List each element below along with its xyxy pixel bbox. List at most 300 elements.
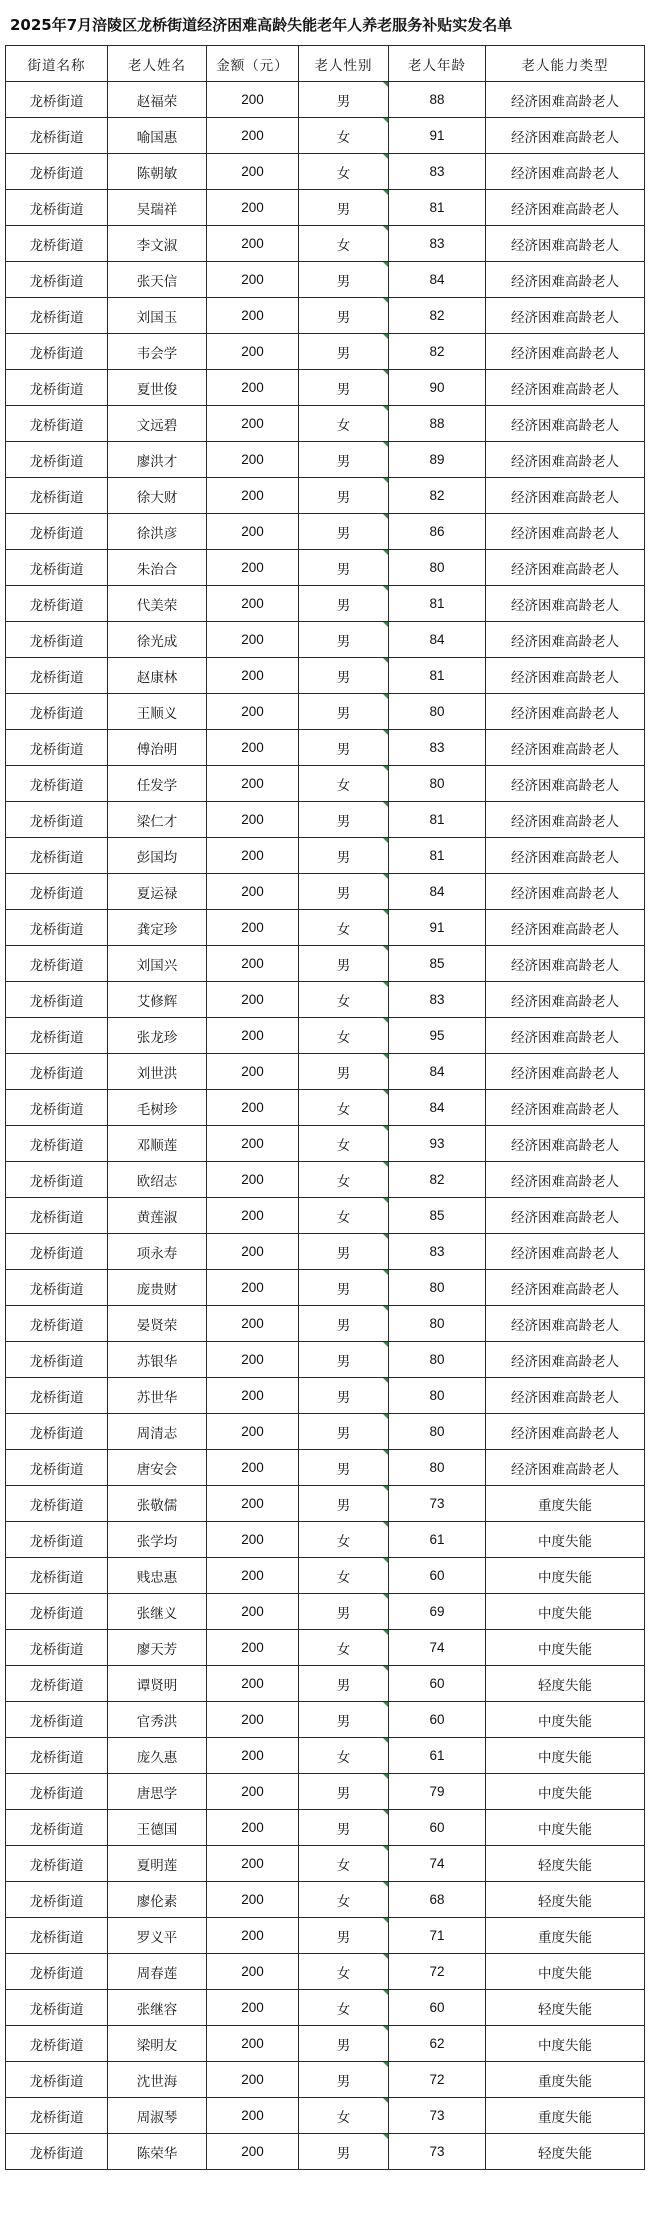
cell-name: 梁仁才 [108,802,207,838]
cell-ability-type: 中度失能 [486,1774,645,1810]
cell-age: 81 [389,838,486,874]
cell-gender: 女 [299,1846,389,1882]
cell-amount: 200 [207,982,299,1018]
cell-ability-type: 经济困难高龄老人 [486,154,645,190]
cell-name: 周春莲 [108,1954,207,1990]
cell-street: 龙桥街道 [6,838,108,874]
cell-age: 74 [389,1630,486,1666]
cell-ability-type: 经济困难高龄老人 [486,1198,645,1234]
table-row [6,262,645,298]
header-gender: 老人性别 [299,46,389,82]
cell-ability-type: 经济困难高龄老人 [486,118,645,154]
cell-gender: 男 [299,730,389,766]
cell-amount: 200 [207,1270,299,1306]
table-row [6,622,645,658]
cell-gender: 男 [299,694,389,730]
cell-amount: 200 [207,1054,299,1090]
table-row [6,1522,645,1558]
cell-name: 庞久惠 [108,1738,207,1774]
cell-age: 72 [389,1954,486,1990]
cell-gender: 男 [299,478,389,514]
cell-ability-type: 经济困难高龄老人 [486,1450,645,1486]
cell-age: 71 [389,1918,486,1954]
table-row [6,2062,645,2098]
cell-amount: 200 [207,1810,299,1846]
cell-amount: 200 [207,1342,299,1378]
cell-age: 80 [389,1306,486,1342]
table-row [6,1054,645,1090]
cell-amount: 200 [207,190,299,226]
cell-gender: 女 [299,1630,389,1666]
table-row [6,334,645,370]
table-row [6,1162,645,1198]
cell-amount: 200 [207,1666,299,1702]
cell-name: 代美荣 [108,586,207,622]
cell-age: 61 [389,1738,486,1774]
cell-gender: 男 [299,622,389,658]
cell-name: 罗义平 [108,1918,207,1954]
cell-street: 龙桥街道 [6,1126,108,1162]
cell-street: 龙桥街道 [6,1846,108,1882]
cell-name: 傅治明 [108,730,207,766]
cell-ability-type: 经济困难高龄老人 [486,550,645,586]
cell-ability-type: 经济困难高龄老人 [486,406,645,442]
cell-street: 龙桥街道 [6,298,108,334]
table-row [6,802,645,838]
cell-amount: 200 [207,1090,299,1126]
table-row [6,1450,645,1486]
cell-ability-type: 经济困难高龄老人 [486,946,645,982]
cell-street: 龙桥街道 [6,1306,108,1342]
cell-name: 贱忠惠 [108,1558,207,1594]
cell-ability-type: 经济困难高龄老人 [486,586,645,622]
cell-name: 庞贵财 [108,1270,207,1306]
table-row [6,1414,645,1450]
cell-ability-type: 中度失能 [486,1630,645,1666]
cell-street: 龙桥街道 [6,1882,108,1918]
table-row [6,1918,645,1954]
cell-amount: 200 [207,370,299,406]
table-row [6,1630,645,1666]
cell-age: 83 [389,730,486,766]
cell-name: 徐光成 [108,622,207,658]
cell-gender: 女 [299,1990,389,2026]
cell-amount: 200 [207,1738,299,1774]
cell-name: 赵福荣 [108,82,207,118]
cell-name: 刘世洪 [108,1054,207,1090]
cell-ability-type: 经济困难高龄老人 [486,658,645,694]
cell-ability-type: 中度失能 [486,1702,645,1738]
cell-street: 龙桥街道 [6,118,108,154]
cell-age: 81 [389,586,486,622]
cell-age: 84 [389,1054,486,1090]
cell-name: 梁明友 [108,2026,207,2062]
cell-gender: 男 [299,586,389,622]
cell-gender: 男 [299,946,389,982]
cell-age: 83 [389,982,486,1018]
cell-gender: 男 [299,1810,389,1846]
table-row [6,226,645,262]
cell-street: 龙桥街道 [6,442,108,478]
cell-amount: 200 [207,2026,299,2062]
cell-age: 85 [389,1198,486,1234]
cell-gender: 男 [299,1774,389,1810]
cell-street: 龙桥街道 [6,2134,108,2170]
cell-amount: 200 [207,1918,299,1954]
cell-amount: 200 [207,1702,299,1738]
cell-street: 龙桥街道 [6,1378,108,1414]
cell-street: 龙桥街道 [6,370,108,406]
cell-ability-type: 经济困难高龄老人 [486,622,645,658]
table-row [6,1702,645,1738]
cell-gender: 女 [299,154,389,190]
cell-amount: 200 [207,334,299,370]
cell-age: 60 [389,1990,486,2026]
page-title: 2025年7月涪陵区龙桥街道经济困难高龄失能老年人养老服务补贴实发名单 [10,16,513,34]
cell-street: 龙桥街道 [6,1342,108,1378]
cell-gender: 男 [299,550,389,586]
cell-age: 80 [389,1342,486,1378]
cell-ability-type: 经济困难高龄老人 [486,730,645,766]
cell-street: 龙桥街道 [6,586,108,622]
cell-name: 张继容 [108,1990,207,2026]
cell-ability-type: 重度失能 [486,1918,645,1954]
cell-age: 82 [389,334,486,370]
cell-amount: 200 [207,1018,299,1054]
cell-age: 74 [389,1846,486,1882]
cell-name: 廖洪才 [108,442,207,478]
cell-amount: 200 [207,586,299,622]
table-row [6,1990,645,2026]
cell-amount: 200 [207,2098,299,2134]
table-row [6,1954,645,1990]
cell-gender: 女 [299,1198,389,1234]
cell-street: 龙桥街道 [6,1738,108,1774]
cell-name: 徐大财 [108,478,207,514]
cell-ability-type: 中度失能 [486,1558,645,1594]
cell-ability-type: 经济困难高龄老人 [486,298,645,334]
cell-amount: 200 [207,1630,299,1666]
cell-gender: 男 [299,1234,389,1270]
table-row [6,586,645,622]
table-row [6,982,645,1018]
cell-gender: 女 [299,1126,389,1162]
cell-name: 朱治合 [108,550,207,586]
cell-street: 龙桥街道 [6,1234,108,1270]
cell-age: 73 [389,2098,486,2134]
cell-name: 张学均 [108,1522,207,1558]
cell-street: 龙桥街道 [6,1702,108,1738]
cell-name: 赵康林 [108,658,207,694]
cell-name: 张敬儒 [108,1486,207,1522]
table-row [6,370,645,406]
cell-street: 龙桥街道 [6,1414,108,1450]
cell-gender: 男 [299,1054,389,1090]
cell-name: 项永寿 [108,1234,207,1270]
cell-street: 龙桥街道 [6,1774,108,1810]
cell-age: 60 [389,1702,486,1738]
cell-age: 82 [389,1162,486,1198]
cell-ability-type: 轻度失能 [486,2134,645,2170]
cell-name: 任发学 [108,766,207,802]
table-row [6,1558,645,1594]
cell-street: 龙桥街道 [6,910,108,946]
table-row [6,658,645,694]
cell-name: 廖天芳 [108,1630,207,1666]
cell-amount: 200 [207,442,299,478]
cell-amount: 200 [207,1882,299,1918]
cell-gender: 女 [299,1090,389,1126]
cell-street: 龙桥街道 [6,1990,108,2026]
header-age: 老人年龄 [389,46,486,82]
cell-amount: 200 [207,550,299,586]
cell-name: 谭贤明 [108,1666,207,1702]
cell-name: 张继义 [108,1594,207,1630]
cell-amount: 200 [207,838,299,874]
cell-name: 苏银华 [108,1342,207,1378]
cell-age: 82 [389,478,486,514]
cell-gender: 男 [299,1306,389,1342]
cell-ability-type: 轻度失能 [486,1846,645,1882]
table-row [6,190,645,226]
cell-name: 周清志 [108,1414,207,1450]
cell-street: 龙桥街道 [6,1054,108,1090]
cell-name: 张龙珍 [108,1018,207,1054]
cell-ability-type: 重度失能 [486,2062,645,2098]
table-row [6,1018,645,1054]
cell-amount: 200 [207,1198,299,1234]
cell-age: 80 [389,550,486,586]
cell-name: 文远碧 [108,406,207,442]
cell-age: 79 [389,1774,486,1810]
cell-street: 龙桥街道 [6,1810,108,1846]
cell-name: 廖伦素 [108,1882,207,1918]
cell-gender: 男 [299,2062,389,2098]
cell-age: 91 [389,910,486,946]
cell-street: 龙桥街道 [6,694,108,730]
cell-street: 龙桥街道 [6,1486,108,1522]
cell-name: 刘国兴 [108,946,207,982]
cell-name: 沈世海 [108,2062,207,2098]
cell-amount: 200 [207,118,299,154]
cell-name: 黄莲淑 [108,1198,207,1234]
table-row [6,838,645,874]
cell-amount: 200 [207,262,299,298]
cell-name: 唐思学 [108,1774,207,1810]
cell-name: 夏世俊 [108,370,207,406]
cell-gender: 女 [299,766,389,802]
cell-gender: 女 [299,1954,389,1990]
cell-ability-type: 轻度失能 [486,1666,645,1702]
cell-age: 73 [389,2134,486,2170]
cell-amount: 200 [207,298,299,334]
cell-street: 龙桥街道 [6,226,108,262]
cell-amount: 200 [207,1774,299,1810]
cell-gender: 男 [299,802,389,838]
cell-amount: 200 [207,730,299,766]
table-row [6,694,645,730]
cell-ability-type: 重度失能 [486,1486,645,1522]
cell-gender: 男 [299,1918,389,1954]
cell-gender: 女 [299,406,389,442]
cell-name: 龚定珍 [108,910,207,946]
cell-gender: 女 [299,1018,389,1054]
cell-age: 69 [389,1594,486,1630]
cell-ability-type: 经济困难高龄老人 [486,226,645,262]
cell-age: 82 [389,298,486,334]
cell-gender: 男 [299,658,389,694]
cell-gender: 女 [299,2098,389,2134]
cell-ability-type: 轻度失能 [486,1990,645,2026]
header-street: 街道名称 [6,46,108,82]
cell-amount: 200 [207,514,299,550]
table-row [6,1378,645,1414]
table-row [6,1126,645,1162]
cell-name: 艾修辉 [108,982,207,1018]
cell-age: 60 [389,1810,486,1846]
cell-name: 张天信 [108,262,207,298]
cell-street: 龙桥街道 [6,1630,108,1666]
table-row [6,118,645,154]
cell-amount: 200 [207,1414,299,1450]
table-row [6,298,645,334]
cell-gender: 男 [299,1594,389,1630]
cell-amount: 200 [207,1162,299,1198]
cell-gender: 女 [299,982,389,1018]
cell-ability-type: 经济困难高龄老人 [486,1126,645,1162]
cell-amount: 200 [207,1378,299,1414]
table-row [6,874,645,910]
cell-ability-type: 经济困难高龄老人 [486,82,645,118]
cell-ability-type: 中度失能 [486,1954,645,1990]
table-row [6,1846,645,1882]
cell-name: 陈朝敏 [108,154,207,190]
header-name: 老人姓名 [108,46,207,82]
cell-gender: 男 [299,190,389,226]
cell-name: 彭国均 [108,838,207,874]
cell-age: 61 [389,1522,486,1558]
cell-name: 晏贤荣 [108,1306,207,1342]
cell-street: 龙桥街道 [6,2098,108,2134]
cell-name: 刘国玉 [108,298,207,334]
cell-amount: 200 [207,226,299,262]
table-row [6,1594,645,1630]
cell-street: 龙桥街道 [6,82,108,118]
cell-gender: 男 [299,298,389,334]
table-row [6,514,645,550]
cell-ability-type: 经济困难高龄老人 [486,190,645,226]
cell-amount: 200 [207,1126,299,1162]
cell-age: 80 [389,1414,486,1450]
cell-ability-type: 经济困难高龄老人 [486,1270,645,1306]
table-row [6,1486,645,1522]
cell-name: 王顺义 [108,694,207,730]
cell-ability-type: 经济困难高龄老人 [486,1054,645,1090]
header-row [6,46,645,82]
cell-gender: 男 [299,2026,389,2062]
cell-age: 88 [389,82,486,118]
cell-street: 龙桥街道 [6,622,108,658]
cell-street: 龙桥街道 [6,1666,108,1702]
cell-gender: 女 [299,910,389,946]
cell-ability-type: 经济困难高龄老人 [486,1090,645,1126]
cell-gender: 女 [299,1162,389,1198]
table-row [6,2134,645,2170]
cell-street: 龙桥街道 [6,1270,108,1306]
cell-name: 徐洪彦 [108,514,207,550]
table-row [6,1342,645,1378]
cell-age: 91 [389,118,486,154]
cell-amount: 200 [207,1522,299,1558]
cell-amount: 200 [207,766,299,802]
cell-name: 苏世华 [108,1378,207,1414]
cell-ability-type: 经济困难高龄老人 [486,370,645,406]
cell-street: 龙桥街道 [6,1918,108,1954]
cell-age: 84 [389,1090,486,1126]
cell-street: 龙桥街道 [6,730,108,766]
table-row [6,406,645,442]
table-row [6,1666,645,1702]
cell-name: 夏明莲 [108,1846,207,1882]
cell-age: 89 [389,442,486,478]
cell-name: 周淑琴 [108,2098,207,2134]
cell-ability-type: 中度失能 [486,1810,645,1846]
cell-gender: 男 [299,442,389,478]
cell-age: 80 [389,1378,486,1414]
cell-amount: 200 [207,1954,299,1990]
cell-street: 龙桥街道 [6,658,108,694]
cell-street: 龙桥街道 [6,1162,108,1198]
cell-gender: 男 [299,370,389,406]
header-amount: 金额（元） [207,46,299,82]
cell-gender: 男 [299,1414,389,1450]
cell-street: 龙桥街道 [6,946,108,982]
cell-amount: 200 [207,622,299,658]
cell-amount: 200 [207,1558,299,1594]
cell-amount: 200 [207,2134,299,2170]
cell-ability-type: 经济困难高龄老人 [486,1162,645,1198]
cell-name: 王德国 [108,1810,207,1846]
cell-gender: 女 [299,1882,389,1918]
cell-age: 80 [389,1450,486,1486]
cell-gender: 男 [299,262,389,298]
cell-age: 84 [389,622,486,658]
cell-street: 龙桥街道 [6,1450,108,1486]
cell-amount: 200 [207,1486,299,1522]
cell-amount: 200 [207,658,299,694]
cell-ability-type: 中度失能 [486,1594,645,1630]
cell-street: 龙桥街道 [6,2062,108,2098]
table-row [6,730,645,766]
table-row [6,550,645,586]
cell-amount: 200 [207,1234,299,1270]
cell-ability-type: 重度失能 [486,2098,645,2134]
cell-gender: 男 [299,838,389,874]
cell-name: 欧绍志 [108,1162,207,1198]
cell-ability-type: 经济困难高龄老人 [486,910,645,946]
cell-age: 80 [389,766,486,802]
table-row [6,442,645,478]
cell-amount: 200 [207,82,299,118]
cell-age: 83 [389,226,486,262]
cell-ability-type: 中度失能 [486,1738,645,1774]
cell-age: 83 [389,1234,486,1270]
cell-ability-type: 经济困难高龄老人 [486,802,645,838]
cell-amount: 200 [207,946,299,982]
cell-street: 龙桥街道 [6,1198,108,1234]
cell-name: 吴瑞祥 [108,190,207,226]
cell-ability-type: 中度失能 [486,1522,645,1558]
